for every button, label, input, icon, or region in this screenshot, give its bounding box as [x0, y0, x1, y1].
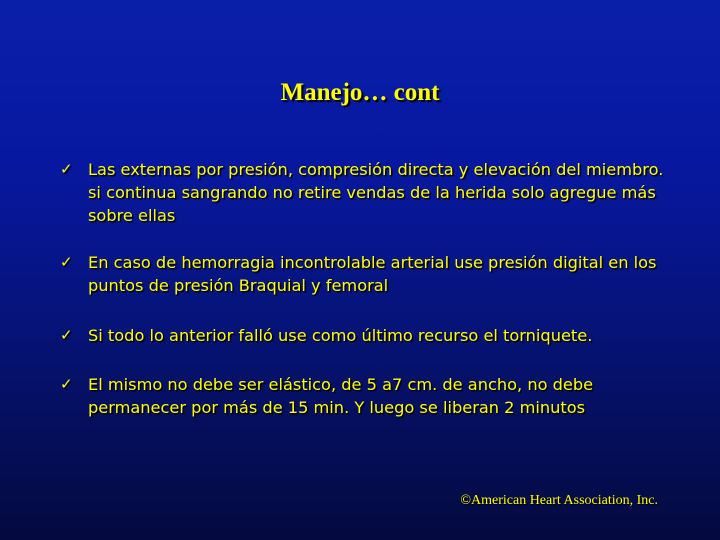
bullet-list	[60, 158, 680, 442]
check-mark-icon: ✓	[60, 160, 73, 178]
check-mark-icon: ✓	[60, 253, 73, 271]
bullet-text: El mismo no debe ser elástico, de 5 a7 cm. de ancho, no debe permanecer por más de 15 min. Y luego se liberan 2 minutos	[88, 375, 594, 417]
check-mark-icon: ✓	[60, 326, 73, 344]
slide-title: Manejo… cont	[280, 79, 440, 106]
bullet-item	[60, 324, 680, 347]
bullet-text: En caso de hemorragia incontrolable arterial use presión digital en los puntos de presión Braquial y femoral	[88, 253, 657, 295]
bullet-item	[60, 251, 680, 297]
bullet-text: Las externas por presión, compresión directa y elevación del miembro. si continua sangrando no retire vendas de la herida solo agregue más sobre ellas	[88, 160, 664, 225]
check-mark-icon: ✓	[60, 375, 73, 393]
bullet-text: Si todo lo anterior falló use como último recurso el torniquete.	[88, 326, 593, 345]
bullet-item	[60, 158, 680, 227]
bullet-item	[60, 373, 680, 419]
copyright-footer: ©American Heart Association, Inc.	[460, 493, 658, 508]
